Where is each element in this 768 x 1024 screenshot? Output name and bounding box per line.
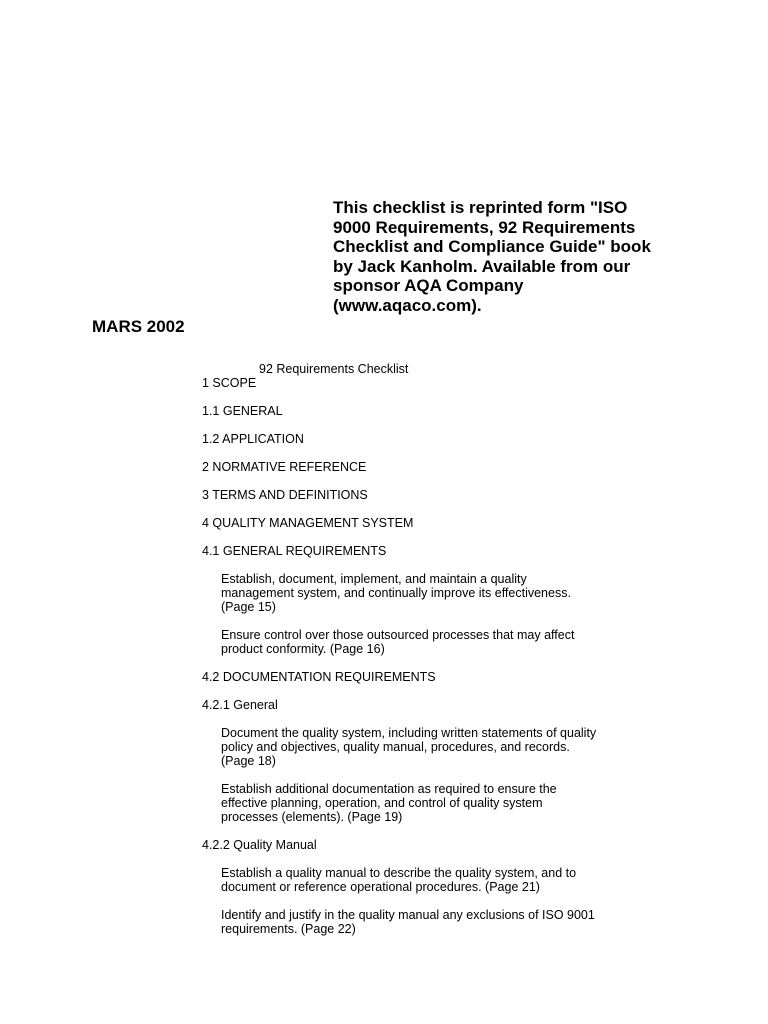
requirement-item: Document the quality system, including written statements of quality policy and objectives, quality manual, procedures, and records. (Page 18) (221, 726, 597, 768)
section-heading: 4.2 DOCUMENTATION REQUIREMENTS (202, 670, 436, 684)
section-heading: 4.1 GENERAL REQUIREMENTS (202, 544, 387, 558)
section-heading: 4.2.2 Quality Manual (202, 838, 317, 852)
requirement-item: Ensure control over those outsourced processes that may affect product conformity. (Page 16) (221, 628, 575, 656)
requirement-item: Establish, document, implement, and maintain a quality management system, and continually improve its effectiveness. (Page 15) (221, 572, 571, 614)
section-heading: 2 NORMATIVE REFERENCE (202, 460, 367, 474)
requirement-item: Identify and justify in the quality manual any exclusions of ISO 9001 requirements. (Page 22) (221, 908, 595, 936)
checklist-title: 92 Requirements Checklist (259, 362, 409, 376)
section-heading: 1.2 APPLICATION (202, 432, 304, 446)
requirement-item: Establish a quality manual to describe the quality system, and to document or reference operational procedures. (Page 21) (221, 866, 577, 894)
section-heading: 1.1 GENERAL (202, 404, 283, 418)
section-heading: 1 SCOPE (202, 376, 257, 390)
section-heading: 3 TERMS AND DEFINITIONS (202, 488, 368, 502)
section-heading: 4.2.1 General (202, 698, 278, 712)
document-date: MARS 2002 (92, 317, 185, 336)
intro-note: This checklist is reprinted form "ISO 9000 Requirements, 92 Requirements Checklist and Compliance Guide" book by Jack Kanholm. Available from our sponsor AQA Company (www.aqaco.com). (333, 198, 651, 315)
section-heading: 4 QUALITY MANAGEMENT SYSTEM (202, 516, 414, 530)
requirement-item: Establish additional documentation as required to ensure the effective planning, operation, and control of quality system processes (elements). (Page 19) (221, 782, 557, 824)
